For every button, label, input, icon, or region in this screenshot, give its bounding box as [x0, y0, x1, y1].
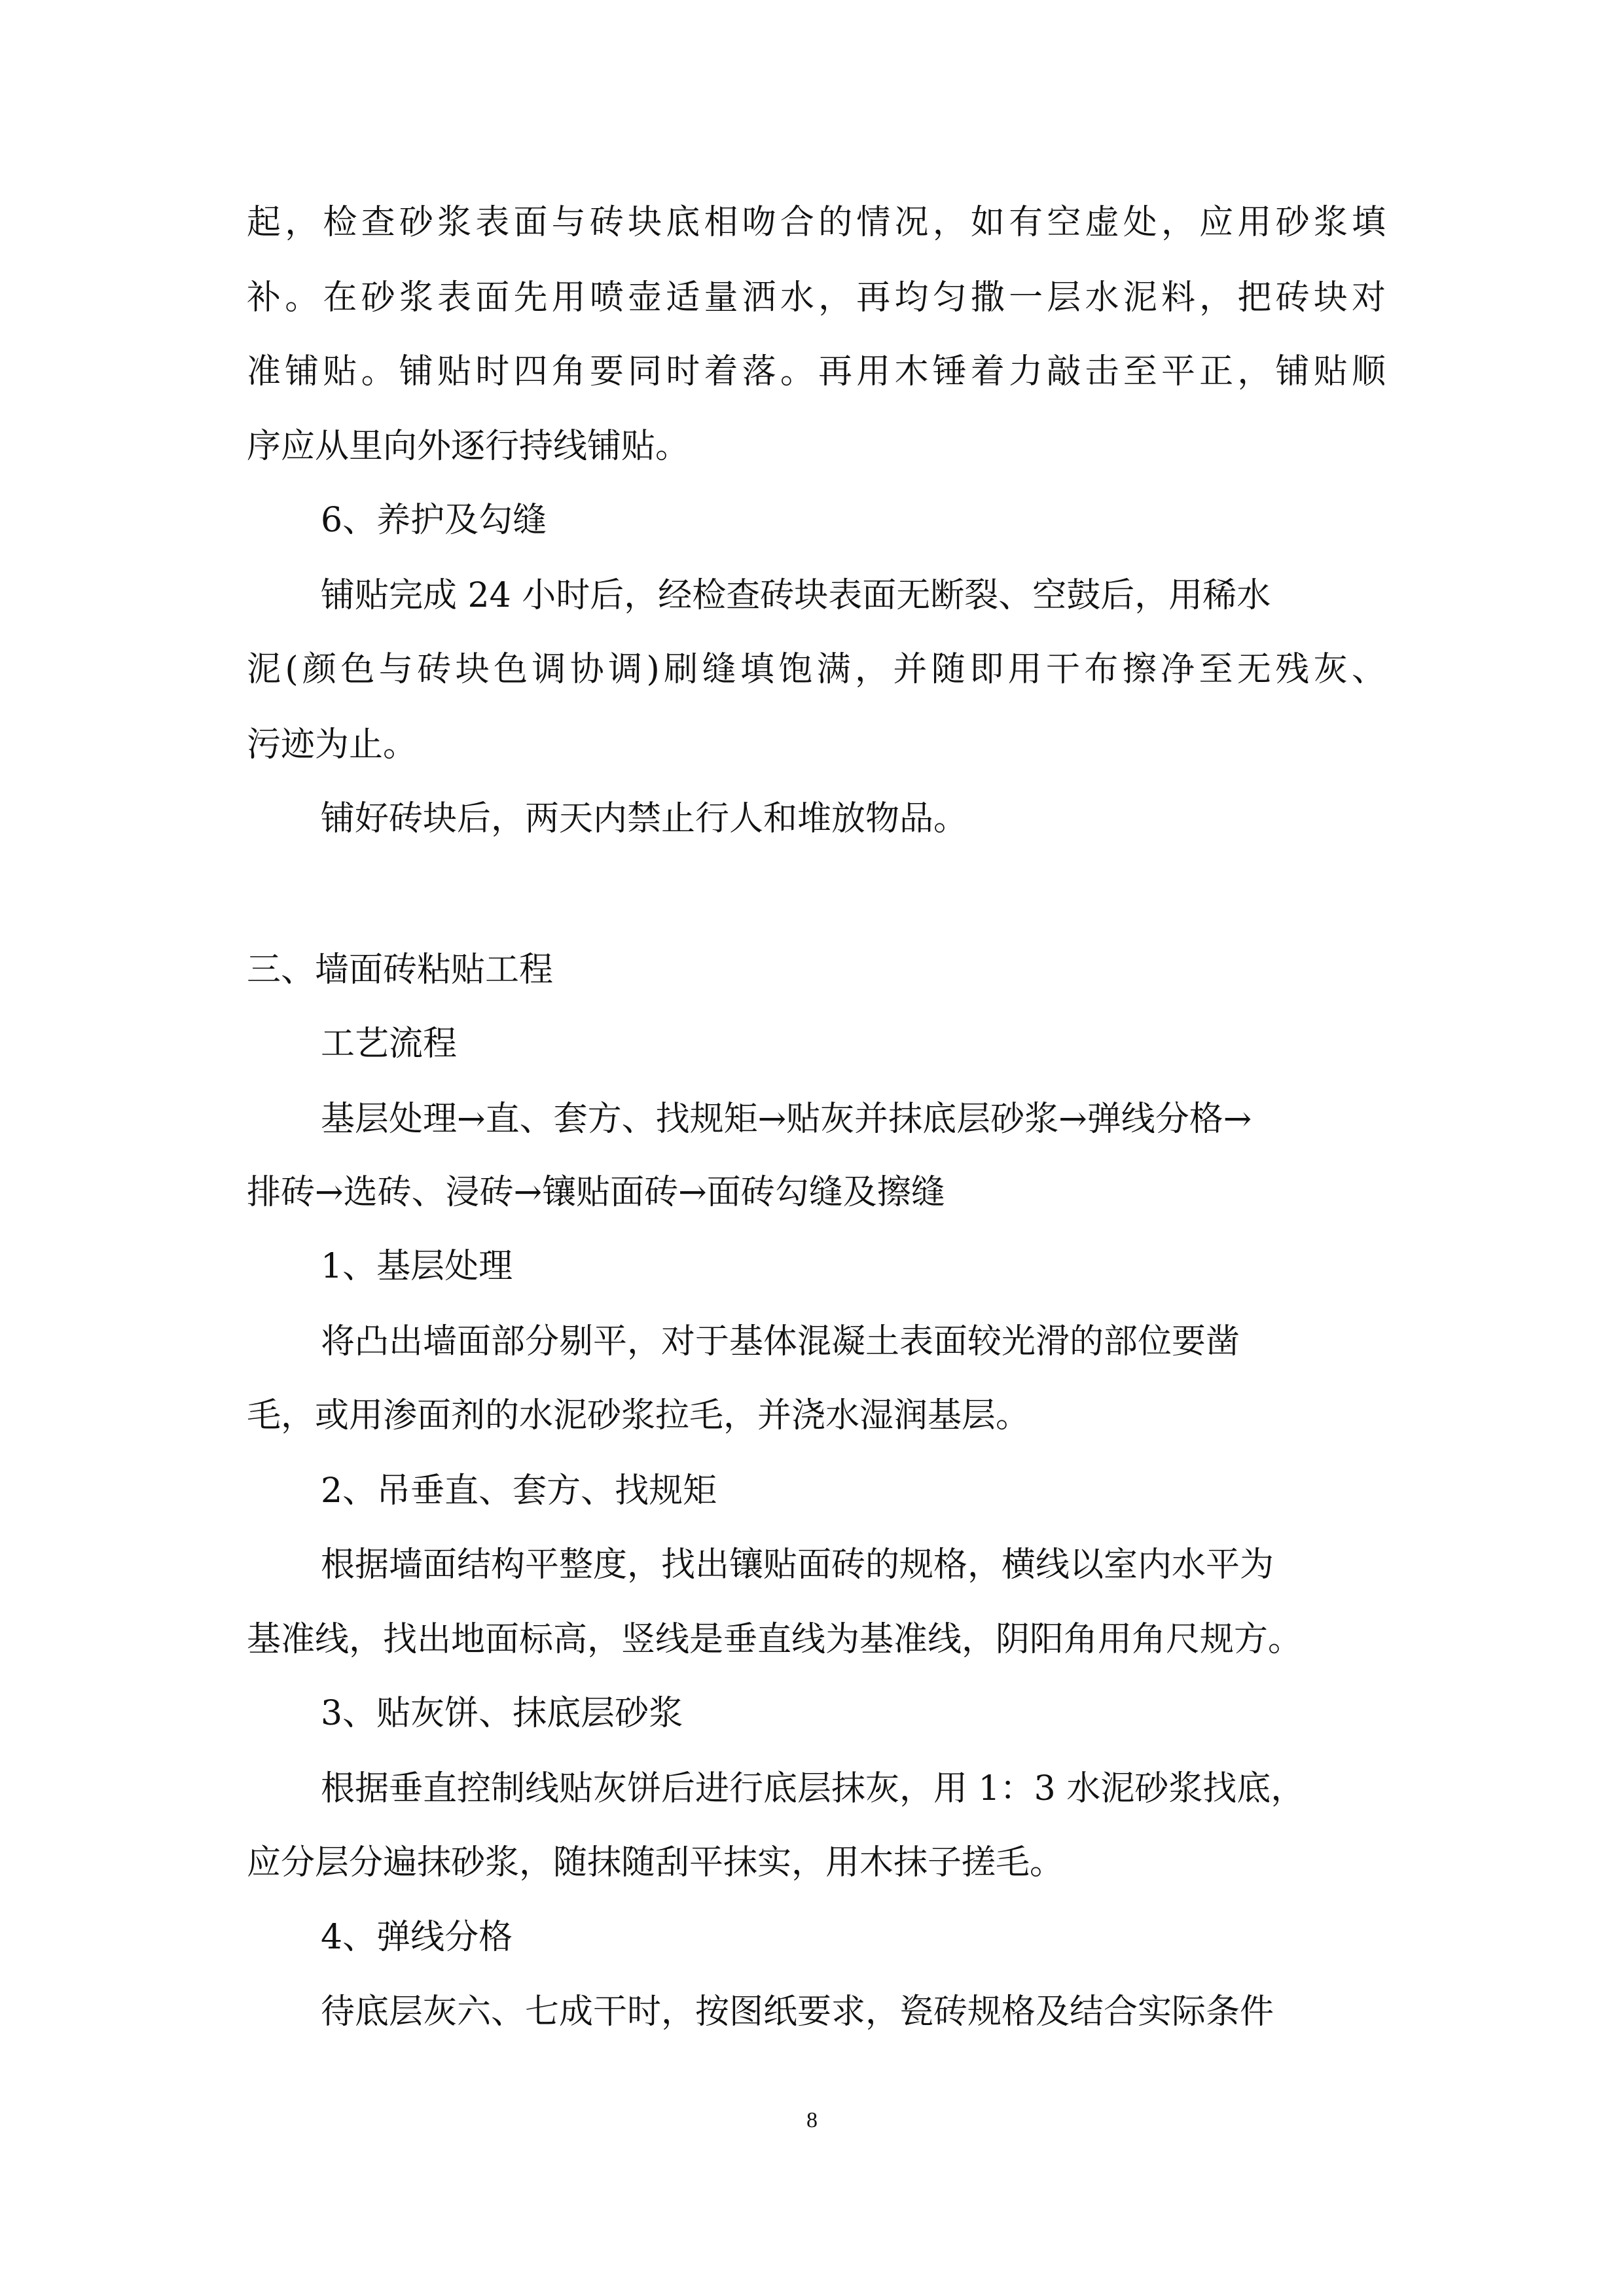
page-number: 8 [806, 2108, 818, 2132]
body-text-line: 应分层分遍抹砂浆，随抹随刮平抹实，用木抹子搓毛。 [247, 1843, 1064, 1882]
body-text-line: 待底层灰六、七成干时，按图纸要求，瓷砖规格及结合实际条件 [321, 1992, 1274, 2032]
section-heading: 1、基层处理 [321, 1247, 513, 1286]
body-text-line: 将凸出墙面部分剔平，对于基体混凝土表面较光滑的部位要凿 [321, 1322, 1240, 1361]
section-heading: 4、弹线分格 [321, 1918, 513, 1957]
body-text-line: 铺贴完成 24 小时后，经检查砖块表面无断裂、空鼓后，用稀水 [321, 576, 1271, 615]
body-text-line: 起，检查砂浆表面与砖块底相吻合的情况，如有空虚处，应用砂浆填 [247, 203, 1386, 242]
section-heading: 3、贴灰饼、抹底层砂浆 [321, 1694, 683, 1733]
process-flow-line: 基层处理→直、套方、找规矩→贴灰并抹底层砂浆→弹线分格→ [321, 1100, 1252, 1139]
section-heading: 6、养护及勾缝 [321, 501, 547, 540]
body-text-line: 准铺贴。铺贴时四角要同时着落。再用木锤着力敲击至平正，铺贴顺 [247, 352, 1386, 391]
body-text-line: 铺好砖块后，两天内禁止行人和堆放物品。 [321, 799, 968, 838]
body-text-line: 泥(颜色与砖块色调协调)刷缝填饱满，并随即用干布擦净至无残灰、 [247, 650, 1386, 689]
body-text-line: 污迹为止。 [247, 725, 418, 764]
body-text-line: 毛，或用渗面剂的水泥砂浆拉毛，并浇水湿润基层。 [247, 1396, 1030, 1435]
body-text-line: 根据垂直控制线贴灰饼后进行底层抹灰，用 1：3 水泥砂浆找底， [321, 1769, 1305, 1808]
subsection-heading: 工艺流程 [321, 1024, 458, 1064]
section-heading: 2、吊垂直、套方、找规矩 [321, 1471, 717, 1511]
body-text-line: 补。在砂浆表面先用喷壶适量洒水，再均匀撒一层水泥料，把砖块对 [247, 278, 1386, 317]
body-text-line: 序应从里向外逐行持线铺贴。 [247, 427, 690, 466]
chapter-heading: 三、墙面砖粘贴工程 [247, 950, 554, 990]
body-text-line: 根据墙面结构平整度，找出镶贴面砖的规格，横线以室内水平为 [321, 1545, 1274, 1585]
process-flow-line: 排砖→选砖、浸砖→镶贴面砖→面砖勾缝及擦缝 [247, 1173, 945, 1212]
body-text-line: 基准线，找出地面标高，竖线是垂直线为基准线，阴阳角用角尺规方。 [247, 1620, 1303, 1659]
